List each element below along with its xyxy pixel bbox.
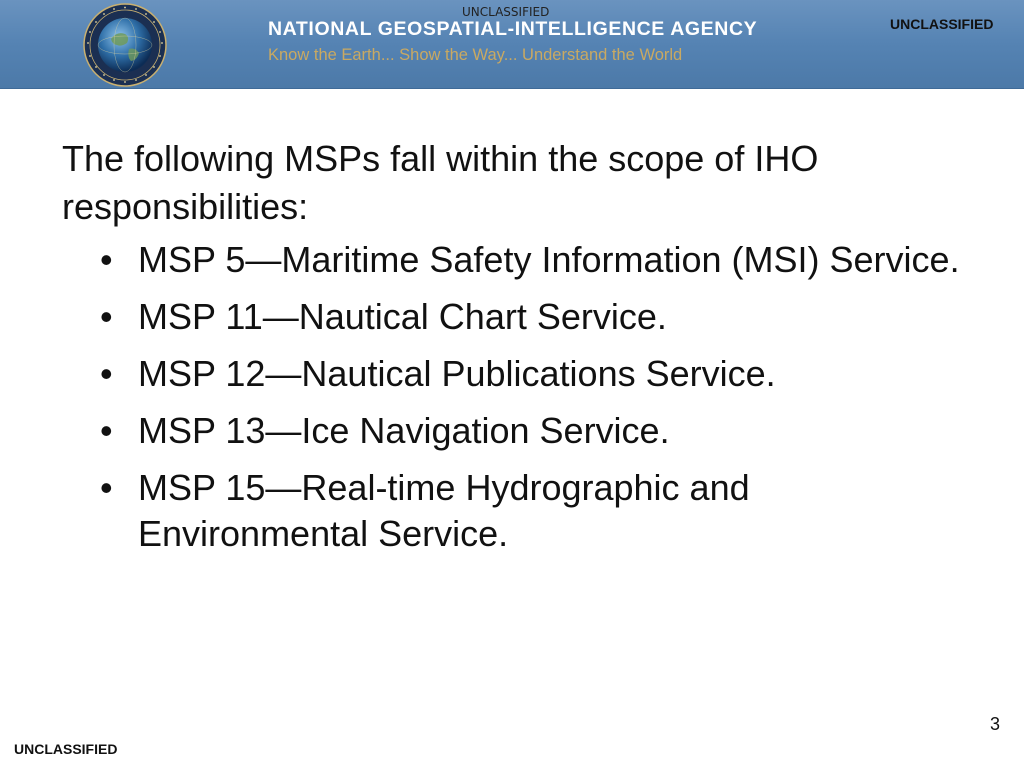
bullet-icon: • — [100, 467, 113, 508]
classification-marking-top-center: UNCLASSIFIED — [462, 5, 550, 19]
bullet-icon: • — [100, 296, 113, 337]
bullet-text: MSP 15—Real-time Hydrographic and Environmental Service. — [138, 467, 750, 554]
classification-marking-bottom-left: UNCLASSIFIED — [14, 741, 118, 757]
bullet-list — [62, 237, 962, 557]
agency-tagline: Know the Earth... Show the Way... Understand the World — [268, 46, 683, 64]
bullet-text: MSP 11—Nautical Chart Service. — [138, 296, 667, 337]
classification-marking-top-right: UNCLASSIFIED — [890, 16, 994, 32]
intro-text: The following MSPs fall within the scope of IHO responsibilities: — [62, 138, 819, 227]
list-item — [62, 294, 962, 340]
list-item — [62, 351, 962, 397]
agency-name: NATIONAL GEOSPATIAL-INTELLIGENCE AGENCY — [268, 18, 758, 40]
page-number: 3 — [990, 714, 1001, 734]
bullet-icon: • — [100, 239, 113, 280]
list-item — [62, 465, 962, 557]
header-banner — [0, 0, 1024, 89]
bullet-icon: • — [100, 410, 113, 451]
agency-seal-icon — [83, 3, 167, 87]
list-item — [62, 237, 962, 283]
bullet-icon: • — [100, 353, 113, 394]
slide-content — [62, 135, 962, 568]
list-item — [62, 408, 962, 454]
bullet-text: MSP 5—Maritime Safety Information (MSI) Service. — [138, 239, 960, 280]
bullet-text: MSP 12—Nautical Publications Service. — [138, 353, 776, 394]
bullet-text: MSP 13—Ice Navigation Service. — [138, 410, 670, 451]
